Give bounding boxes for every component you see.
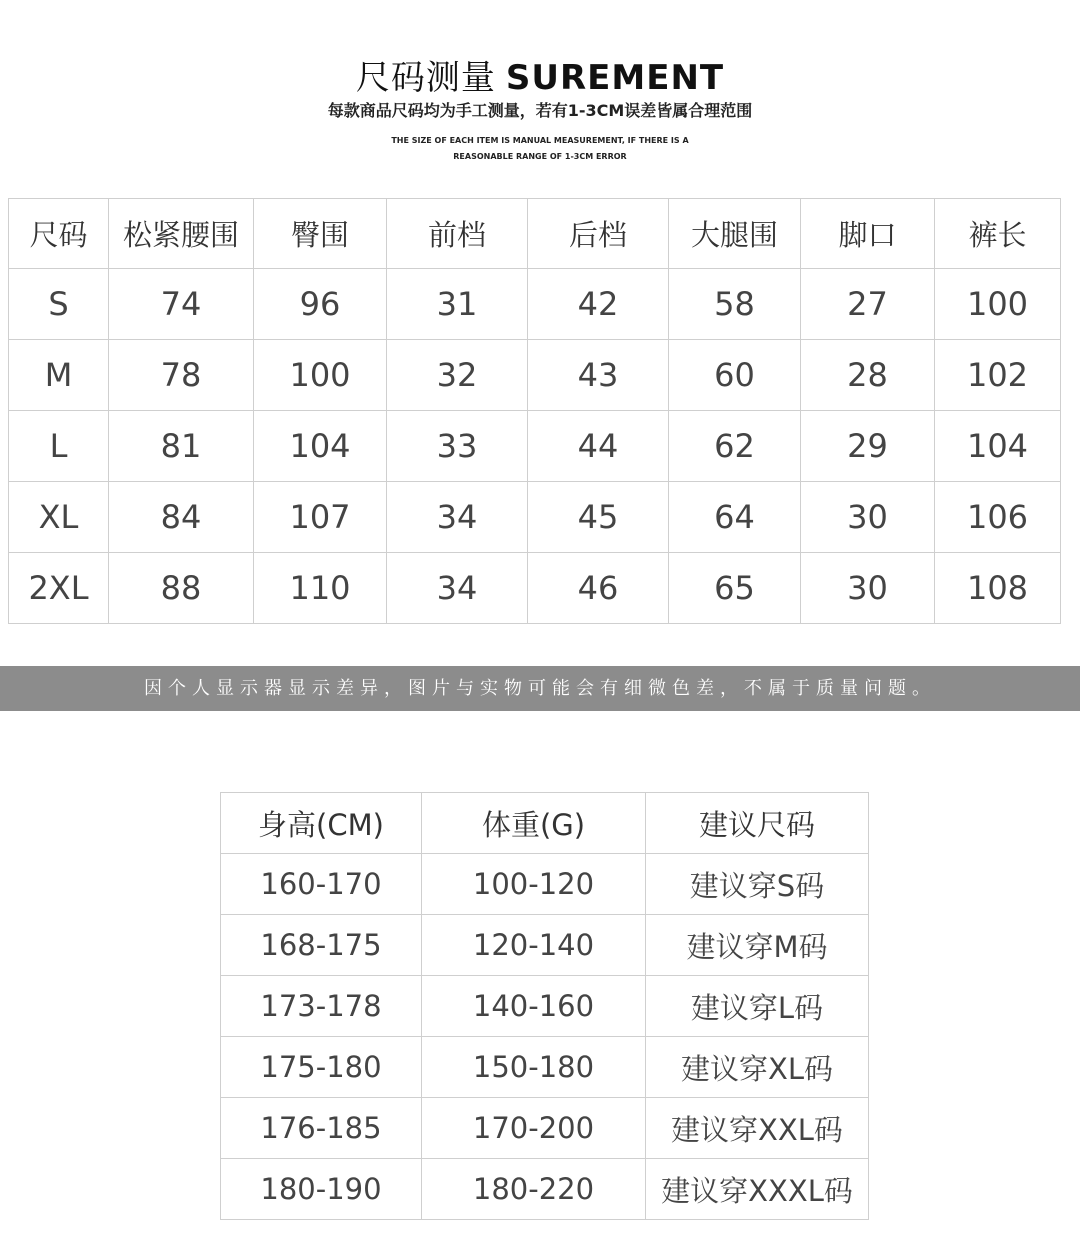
subtitle-en-line1: THE SIZE OF EACH ITEM IS MANUAL MEASUREMENT, IF THERE IS A: [391, 136, 689, 145]
table-cell: 30: [801, 553, 935, 624]
header-cell: 尺码: [9, 199, 109, 269]
header-cell: 建议尺码: [646, 793, 869, 854]
table-row: [9, 553, 1061, 624]
table-cell: 46: [528, 553, 669, 624]
table-cell: 180-220: [422, 1159, 646, 1220]
table-row: [221, 854, 869, 915]
table-cell: 168-175: [221, 915, 422, 976]
table-cell: 60: [669, 340, 801, 411]
table-cell: 28: [801, 340, 935, 411]
table-cell: 176-185: [221, 1098, 422, 1159]
table-cell: 81: [109, 411, 254, 482]
table-row: [9, 411, 1061, 482]
table-cell: 64: [669, 482, 801, 553]
table-row: [9, 269, 1061, 340]
table-cell: 42: [528, 269, 669, 340]
table-cell: M: [9, 340, 109, 411]
table-cell: 78: [109, 340, 254, 411]
table-cell: 106: [935, 482, 1061, 553]
table-cell: 84: [109, 482, 254, 553]
table-cell: 建议穿S码: [646, 854, 869, 915]
table-row: [221, 1159, 869, 1220]
table-cell: 31: [387, 269, 528, 340]
table-cell: 30: [801, 482, 935, 553]
table-cell: L: [9, 411, 109, 482]
table-cell: 88: [109, 553, 254, 624]
table-row: [9, 482, 1061, 553]
table-cell: 65: [669, 553, 801, 624]
page-title: [0, 50, 1080, 99]
table-cell: 建议穿XXL码: [646, 1098, 869, 1159]
table-cell: 104: [935, 411, 1061, 482]
color-disclaimer-banner: 因个人显示器显示差异，图片与实物可能会有细微色差，不属于质量问题。: [0, 666, 1080, 711]
header-cell: 体重(G): [422, 793, 646, 854]
table-cell: 180-190: [221, 1159, 422, 1220]
table-cell: 32: [387, 340, 528, 411]
table-cell: 107: [254, 482, 387, 553]
table-cell: 建议穿M码: [646, 915, 869, 976]
table-cell: 58: [669, 269, 801, 340]
table-cell: 45: [528, 482, 669, 553]
table-cell: 175-180: [221, 1037, 422, 1098]
header-cell: 后档: [528, 199, 669, 269]
table-cell: 102: [935, 340, 1061, 411]
table-cell: 建议穿L码: [646, 976, 869, 1037]
table-cell: 33: [387, 411, 528, 482]
recommend-header-row: [221, 793, 869, 854]
table-cell: 34: [387, 482, 528, 553]
header-cell: 松紧腰围: [109, 199, 254, 269]
table-cell: 44: [528, 411, 669, 482]
size-table-header-row: [9, 199, 1061, 269]
table-cell: 170-200: [422, 1098, 646, 1159]
table-cell: 100: [254, 340, 387, 411]
table-cell: 100: [935, 269, 1061, 340]
table-cell: 100-120: [422, 854, 646, 915]
table-cell: 110: [254, 553, 387, 624]
table-cell: 160-170: [221, 854, 422, 915]
size-table: [8, 198, 1061, 624]
header-cell: 身高(CM): [221, 793, 422, 854]
table-cell: 120-140: [422, 915, 646, 976]
table-cell: 96: [254, 269, 387, 340]
subtitle-en: [0, 133, 1080, 165]
header-cell: 前档: [387, 199, 528, 269]
table-cell: 74: [109, 269, 254, 340]
table-row: [221, 976, 869, 1037]
title-zh: 尺码测量: [355, 58, 496, 98]
table-cell: 建议穿XL码: [646, 1037, 869, 1098]
table-row: [9, 340, 1061, 411]
table-cell: S: [9, 269, 109, 340]
table-cell: 29: [801, 411, 935, 482]
table-cell: 34: [387, 553, 528, 624]
header-cell: 脚口: [801, 199, 935, 269]
table-row: [221, 915, 869, 976]
table-row: [221, 1037, 869, 1098]
table-cell: 140-160: [422, 976, 646, 1037]
subtitle-zh: 每款商品尺码均为手工测量，若有1-3CM误差皆属合理范围: [327, 101, 753, 120]
table-cell: 104: [254, 411, 387, 482]
table-cell: 27: [801, 269, 935, 340]
table-row: [221, 1098, 869, 1159]
table-cell: 108: [935, 553, 1061, 624]
table-cell: 150-180: [422, 1037, 646, 1098]
size-recommendation-table: [220, 792, 869, 1220]
title-en: SUREMENT: [505, 58, 725, 98]
header-cell: 裤长: [935, 199, 1061, 269]
header-cell: 臀围: [254, 199, 387, 269]
table-cell: 43: [528, 340, 669, 411]
table-cell: 173-178: [221, 976, 422, 1037]
table-cell: 建议穿XXXL码: [646, 1159, 869, 1220]
header-cell: 大腿围: [669, 199, 801, 269]
table-cell: XL: [9, 482, 109, 553]
table-cell: 62: [669, 411, 801, 482]
subtitle-en-line2: REASONABLE RANGE OF 1-3CM ERROR: [453, 152, 627, 161]
table-cell: 2XL: [9, 553, 109, 624]
